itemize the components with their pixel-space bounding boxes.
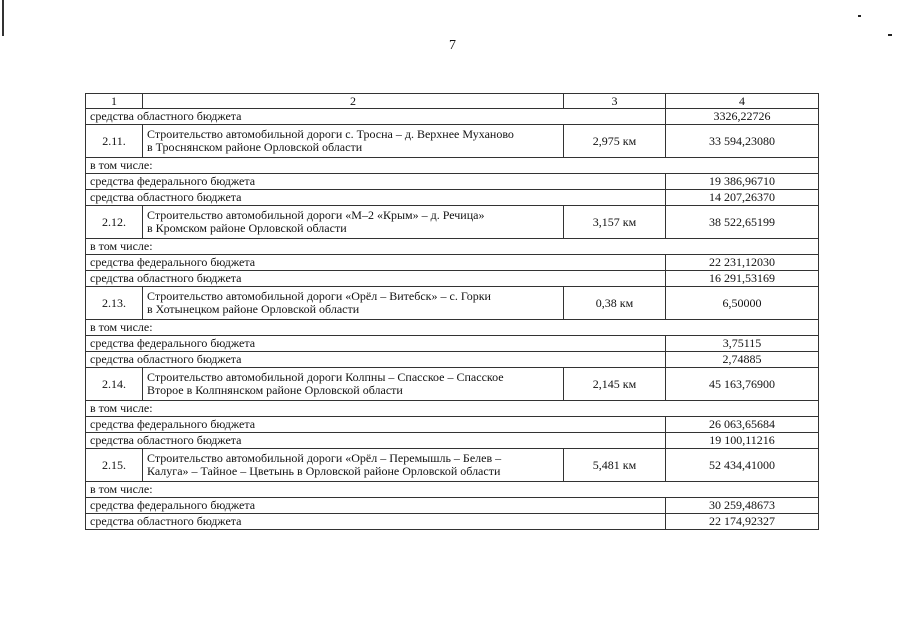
table-row-funding (86, 336, 819, 352)
funding-source-label: средства федерального бюджета (86, 174, 666, 190)
description-line: Строительство автомобильной дороги «М–2 «Крым» – д. Речица» (147, 208, 485, 222)
item-number: 2.14. (86, 368, 143, 401)
item-description (143, 449, 564, 482)
item-length: 5,481 км (564, 449, 666, 482)
column-header: 1 (86, 94, 143, 109)
description-line: Строительство автомобильной дороги с. Тросна – д. Верхнее Муханово (147, 127, 514, 141)
table-row-funding (86, 255, 819, 271)
including-label: в том числе: (86, 320, 819, 336)
column-header: 2 (143, 94, 564, 109)
table-header-row (86, 94, 819, 109)
including-label: в том числе: (86, 482, 819, 498)
including-label: в том числе: (86, 401, 819, 417)
table-row-funding (86, 109, 819, 125)
funding-source-label: средства федерального бюджета (86, 498, 666, 514)
funding-source-label: средства областного бюджета (86, 514, 666, 530)
funding-amount: 22 231,12030 (666, 255, 819, 271)
table-row-funding (86, 352, 819, 368)
table-row-note (86, 158, 819, 174)
item-description (143, 125, 564, 158)
funding-amount: 22 174,92327 (666, 514, 819, 530)
description-line: Калуга» – Тайное – Цветынь в Орловской районе Орловской области (147, 464, 501, 478)
table-row-item (86, 287, 819, 320)
funding-source-label: средства областного бюджета (86, 271, 666, 287)
description-line: Строительство автомобильной дороги «Орёл – Витебск» – с. Горки (147, 289, 491, 303)
item-number: 2.12. (86, 206, 143, 239)
table-row-item (86, 449, 819, 482)
funding-amount: 19 386,96710 (666, 174, 819, 190)
funding-source-label: средства областного бюджета (86, 190, 666, 206)
table-row-funding (86, 433, 819, 449)
scan-speck (858, 15, 861, 17)
budget-table (85, 93, 819, 530)
funding-amount: 2,74885 (666, 352, 819, 368)
table-row-note (86, 401, 819, 417)
page-number: 7 (449, 38, 456, 53)
funding-source-label: средства федерального бюджета (86, 417, 666, 433)
item-amount: 38 522,65199 (666, 206, 819, 239)
funding-amount: 14 207,26370 (666, 190, 819, 206)
funding-source-label: средства федерального бюджета (86, 255, 666, 271)
item-amount: 6,50000 (666, 287, 819, 320)
table-row-note (86, 239, 819, 255)
item-description (143, 287, 564, 320)
item-length: 2,975 км (564, 125, 666, 158)
funding-amount: 16 291,53169 (666, 271, 819, 287)
funding-amount: 30 259,48673 (666, 498, 819, 514)
item-amount: 45 163,76900 (666, 368, 819, 401)
item-length: 0,38 км (564, 287, 666, 320)
item-number: 2.13. (86, 287, 143, 320)
funding-source-label: средства федерального бюджета (86, 336, 666, 352)
item-description (143, 206, 564, 239)
description-line: в Хотынецком районе Орловской области (147, 302, 360, 316)
table-row-funding (86, 174, 819, 190)
funding-amount: 19 100,11216 (666, 433, 819, 449)
item-amount: 52 434,41000 (666, 449, 819, 482)
table-row-item (86, 125, 819, 158)
table-row-funding (86, 417, 819, 433)
description-line: в Кромском районе Орловской области (147, 221, 347, 235)
including-label: в том числе: (86, 239, 819, 255)
item-length: 3,157 км (564, 206, 666, 239)
item-amount: 33 594,23080 (666, 125, 819, 158)
including-label: в том числе: (86, 158, 819, 174)
funding-source-label: средства областного бюджета (86, 433, 666, 449)
item-length: 2,145 км (564, 368, 666, 401)
table-row-note (86, 320, 819, 336)
funding-source-label: средства областного бюджета (86, 352, 666, 368)
funding-amount: 3326,22726 (666, 109, 819, 125)
description-line: в Троснянском районе Орловской области (147, 140, 363, 154)
table-row-item (86, 206, 819, 239)
budget-table-body (86, 94, 819, 530)
scan-edge-mark (2, 0, 4, 36)
description-line: Строительство автомобильной дороги «Орёл – Перемышль – Белев – (147, 451, 502, 465)
scan-speck (888, 34, 892, 36)
item-number: 2.15. (86, 449, 143, 482)
table-row-item (86, 368, 819, 401)
column-header: 3 (564, 94, 666, 109)
table-row-note (86, 482, 819, 498)
funding-amount: 26 063,65684 (666, 417, 819, 433)
description-line: Строительство автомобильной дороги Колпны – Спасское – Спасское (147, 370, 504, 384)
column-header: 4 (666, 94, 819, 109)
table-row-funding (86, 514, 819, 530)
funding-amount: 3,75115 (666, 336, 819, 352)
description-line: Второе в Колпнянском районе Орловской области (147, 383, 403, 397)
item-description (143, 368, 564, 401)
table-row-funding (86, 190, 819, 206)
funding-source-label: средства областного бюджета (86, 109, 666, 125)
item-number: 2.11. (86, 125, 143, 158)
table-row-funding (86, 271, 819, 287)
table-row-funding (86, 498, 819, 514)
